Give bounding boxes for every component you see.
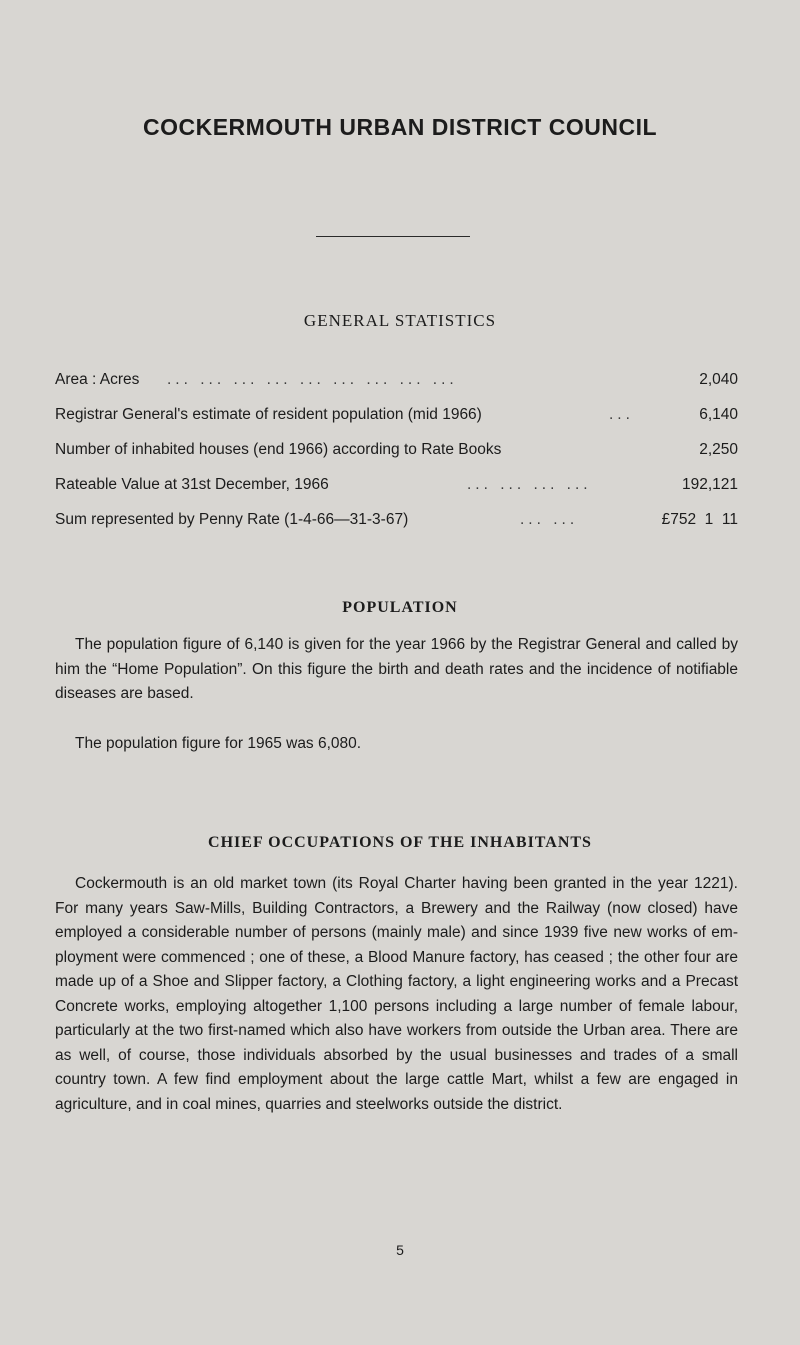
page-number: 5 [396, 1242, 404, 1258]
stat-leader: ... ... [520, 511, 579, 528]
stat-leader: ... ... ... ... ... ... ... ... ... [167, 371, 458, 388]
stat-leader: ... ... ... ... [467, 476, 592, 493]
stat-row-rateable-value [55, 473, 738, 497]
stat-value: 6,140 [699, 406, 738, 423]
stat-row-inhabited-houses [55, 438, 738, 462]
stat-value: 2,250 [699, 441, 738, 458]
chief-occupations-heading: CHIEF OCCUPATIONS OF THE INHABITANTS [208, 834, 592, 851]
stat-value: £752 1 11 [661, 511, 738, 528]
title-divider [316, 236, 470, 237]
stat-row-penny-rate [55, 508, 738, 532]
chief-occupations-paragraph: Cockermouth is an old market town (its Royal Charter having been granted in the year 1221). For many years Saw-Mills, Building Contractors, a Brewery and the Railway (now closed) have employed a considerable number of persons (mainly male) and since 1939 five new works of em-ployment were commenced ; one of these, a Blood Manure factory, has ceased ; the other four are made up of a Shoe and Slipper factory, a Clothing factory, a light engineering works and a Precast Concrete works, employing altogether 1,100 persons including a large number of female labour, particularly at the two first-named which also have workers from outside the Urban area. There are as well, of course, those individuals absorbed by the usual businesses and trades of a small country town. A few find employment about the large cattle Mart, whilst a few are engaged in agriculture, and in coal mines, quarries and steelworks outside the district. [55, 875, 738, 1113]
stat-row-population-estimate [55, 403, 738, 427]
stat-value: 192,121 [681, 476, 738, 493]
general-statistics-heading: GENERAL STATISTICS [303, 311, 497, 330]
stat-label: Number of inhabited houses (end 1966) according to Rate Books [55, 441, 502, 458]
stat-value: 2,040 [699, 371, 738, 388]
population-paragraph: The population figure of 6,140 is given for the year 1966 by the Registrar General and called by him the “Home Population”. On this figure the birth and death rates and the incidence of notifiable diseases are based. [55, 636, 738, 702]
population-heading: POPULATION [342, 599, 458, 616]
stat-label: Registrar General's estimate of resident population (mid 1966) [55, 406, 482, 423]
stat-label: Rateable Value at 31st December, 1966 [55, 476, 329, 493]
population-1965-paragraph: The population figure for 1965 was 6,080. [75, 735, 362, 752]
stat-label: Area : Acres [55, 371, 140, 388]
stat-label: Sum represented by Penny Rate (1-4-66—31-3-67) [55, 511, 409, 528]
page-title: COCKERMOUTH URBAN DISTRICT COUNCIL [142, 114, 658, 140]
stat-leader: ... [609, 406, 634, 423]
stat-row-area [55, 368, 738, 392]
